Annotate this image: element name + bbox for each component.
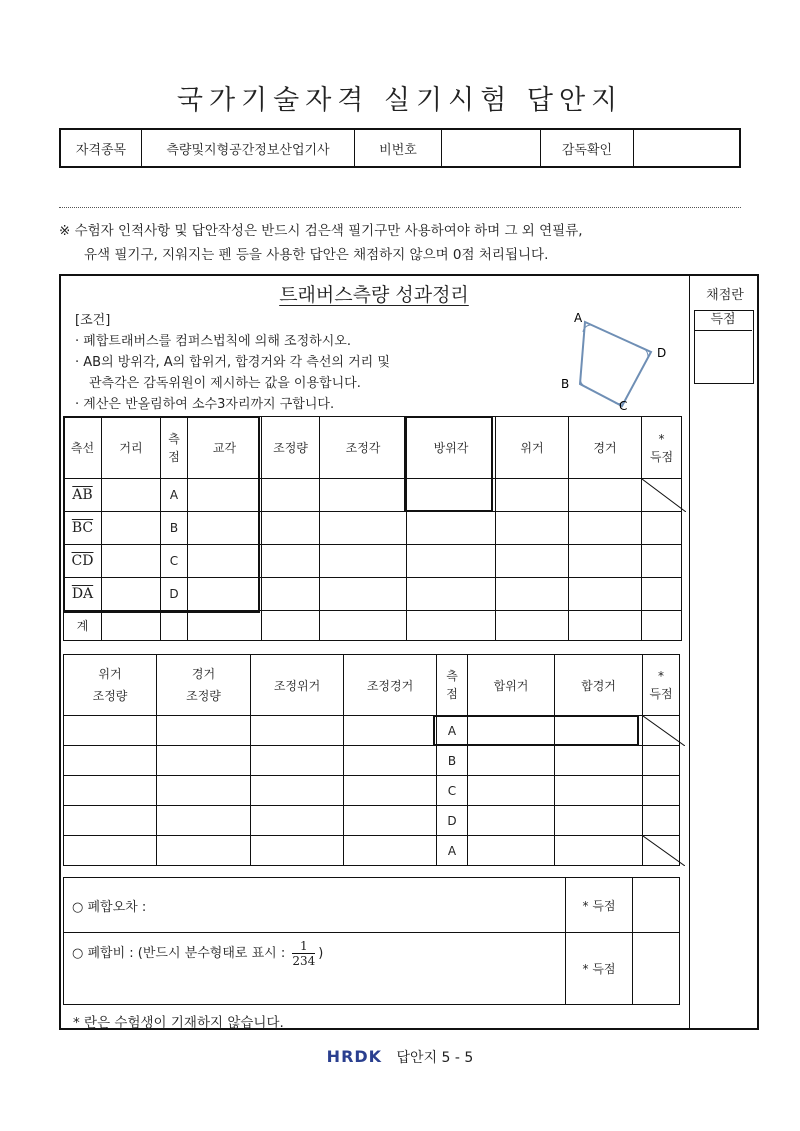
cell-input[interactable] xyxy=(555,776,643,806)
point-cell: D xyxy=(161,578,188,611)
col-header-departure-correction: 경거 조정량 xyxy=(157,655,251,716)
closure-error-label: ○ 폐합오차 : xyxy=(64,878,566,933)
cell-input[interactable] xyxy=(468,806,555,836)
point-label-c: C xyxy=(619,399,628,413)
traverse-angle-table xyxy=(63,416,682,641)
col-header-score: * 득점 xyxy=(643,655,680,716)
cell-input[interactable] xyxy=(555,836,643,866)
footnote: * 란은 수험생이 기재하지 않습니다. xyxy=(73,1015,284,1031)
score-cell xyxy=(643,836,680,866)
field-label: 자격종목 xyxy=(60,129,142,167)
point-cell: C xyxy=(437,776,468,806)
cell-input[interactable] xyxy=(64,836,157,866)
table-row xyxy=(64,512,682,545)
cell-input[interactable] xyxy=(157,806,251,836)
cell-input[interactable] xyxy=(344,836,437,866)
field-value: 측량및지형공간정보산업기사 xyxy=(142,129,355,167)
cell-input[interactable] xyxy=(251,776,344,806)
cell-input[interactable] xyxy=(157,746,251,776)
page-number: 답안지 5 - 5 xyxy=(396,1050,474,1066)
cell-input[interactable] xyxy=(468,746,555,776)
col-header-adjusted-departure: 조정경거 xyxy=(344,655,437,716)
cell-input[interactable] xyxy=(262,545,320,578)
cell-input[interactable] xyxy=(407,479,496,512)
cell-input[interactable] xyxy=(251,836,344,866)
score-cell xyxy=(643,746,680,776)
cell-input[interactable] xyxy=(188,578,262,611)
secret-number-label: 비번호 xyxy=(355,129,442,167)
grading-header: 채점란 xyxy=(706,288,744,303)
traverse-diagram xyxy=(555,308,685,416)
score-cell xyxy=(643,806,680,836)
col-header-total-latitude: 합위거 xyxy=(468,655,555,716)
cell-input[interactable] xyxy=(344,776,437,806)
cell-input[interactable] xyxy=(157,776,251,806)
cell-input[interactable] xyxy=(188,512,262,545)
cell-input[interactable] xyxy=(569,611,642,641)
score-input[interactable] xyxy=(633,878,680,933)
diagonal-slash xyxy=(643,716,685,746)
cell-input[interactable] xyxy=(468,776,555,806)
fraction-numerator: 1 xyxy=(292,939,315,954)
col-header-score: * 득점 xyxy=(642,417,682,479)
secret-number-field[interactable] xyxy=(442,129,541,167)
point-label-d: D xyxy=(657,346,667,360)
cell-input[interactable] xyxy=(251,806,344,836)
cell-input[interactable] xyxy=(320,578,407,611)
cell-input[interactable] xyxy=(569,512,642,545)
cell-input[interactable] xyxy=(157,836,251,866)
cell-input[interactable] xyxy=(344,716,437,746)
col-header-bearing: 방위각 xyxy=(407,417,496,479)
cell-input[interactable] xyxy=(569,479,642,512)
cell-input[interactable] xyxy=(102,545,161,578)
diagonal-slash xyxy=(642,479,686,512)
notice xyxy=(59,219,749,267)
traverse-polygon xyxy=(580,322,651,406)
page-footer xyxy=(0,1047,800,1067)
table-row xyxy=(64,545,682,578)
total-label: 계 xyxy=(64,611,102,641)
col-header-correction: 조정량 xyxy=(262,417,320,479)
point-cell: A xyxy=(437,716,468,746)
cell-input[interactable] xyxy=(64,716,157,746)
closure-ratio-score-label: * 득점 xyxy=(566,933,633,1005)
cell-input[interactable] xyxy=(157,716,251,746)
table-row xyxy=(64,806,680,836)
point-cell: B xyxy=(161,512,188,545)
candidate-info-table xyxy=(59,128,741,168)
cell-input[interactable] xyxy=(496,611,569,641)
score-cell xyxy=(642,578,682,611)
line-da: $\overline{DA}$ xyxy=(71,586,94,602)
score-input[interactable] xyxy=(633,933,680,1005)
point-cell: B xyxy=(437,746,468,776)
score-cell xyxy=(642,545,682,578)
table-row xyxy=(64,836,680,866)
col-header-point: 측 점 xyxy=(437,655,468,716)
conditions xyxy=(75,310,525,415)
closure-table xyxy=(63,877,680,1005)
grading-score-label: 득점 xyxy=(694,310,752,331)
cell-input[interactable] xyxy=(320,611,407,641)
cell-input[interactable] xyxy=(569,545,642,578)
col-header-latitude-correction: 위거 조정량 xyxy=(64,655,157,716)
diagonal-slash xyxy=(643,836,685,866)
cell-input[interactable] xyxy=(251,746,344,776)
supervisor-label: 감독확인 xyxy=(541,129,634,167)
cell-input[interactable] xyxy=(188,545,262,578)
score-cell xyxy=(643,716,680,746)
cell-input[interactable] xyxy=(262,578,320,611)
point-cell: A xyxy=(437,836,468,866)
table-row xyxy=(64,746,680,776)
cell-input[interactable] xyxy=(407,578,496,611)
supervisor-field[interactable] xyxy=(634,129,741,167)
cell-input[interactable] xyxy=(262,512,320,545)
table-row xyxy=(64,578,682,611)
fraction-example xyxy=(292,939,315,968)
cell-input[interactable] xyxy=(251,716,344,746)
score-cell xyxy=(642,611,682,641)
table-row xyxy=(64,776,680,806)
cell-input[interactable] xyxy=(555,716,643,746)
cell-input[interactable] xyxy=(102,479,161,512)
page-title: 국가기술자격 실기시험 답안지 xyxy=(176,85,624,116)
col-header-line: 측선 xyxy=(64,417,102,479)
cell-input[interactable] xyxy=(407,611,496,641)
closure-ratio-cell xyxy=(64,933,566,1005)
col-header-latitude: 위거 xyxy=(496,417,569,479)
conditions-header: [조건] xyxy=(75,313,111,328)
line-ab: $\overline{AB}$ xyxy=(72,487,93,503)
score-cell xyxy=(642,479,682,512)
point-cell: A xyxy=(161,479,188,512)
cell-input[interactable] xyxy=(188,479,262,512)
cell-input[interactable] xyxy=(320,512,407,545)
condition-item: · AB의 방위각, A의 합위거, 합경거와 각 측선의 거리 및 xyxy=(75,355,390,370)
cell-input[interactable] xyxy=(569,578,642,611)
col-header-adjusted-latitude: 조정위거 xyxy=(251,655,344,716)
point-cell xyxy=(161,611,188,641)
col-header-total-departure: 합경거 xyxy=(555,655,643,716)
cell-input[interactable] xyxy=(102,512,161,545)
grading-divider xyxy=(689,274,690,1030)
coordinate-table xyxy=(63,654,680,866)
cell-input[interactable] xyxy=(468,716,555,746)
cell-input[interactable] xyxy=(262,479,320,512)
point-label-b: B xyxy=(561,377,570,391)
cell-input[interactable] xyxy=(407,545,496,578)
cell-input[interactable] xyxy=(496,512,569,545)
hrdk-logo: HRDK xyxy=(326,1047,383,1066)
cell-input[interactable] xyxy=(102,611,161,641)
point-cell: C xyxy=(161,545,188,578)
table-row xyxy=(64,611,682,641)
fraction-denominator: 234 xyxy=(292,954,316,968)
col-header-adjusted-angle: 조정각 xyxy=(320,417,407,479)
score-cell xyxy=(643,776,680,806)
line-bc: $\overline{BC}$ xyxy=(71,520,94,536)
condition-item: · 계산은 반올림하여 소수3자리까지 구합니다. xyxy=(75,397,335,412)
cell-input[interactable] xyxy=(407,512,496,545)
col-header-departure: 경거 xyxy=(569,417,642,479)
cell-input[interactable] xyxy=(320,479,407,512)
col-header-interior-angle: 교각 xyxy=(188,417,262,479)
score-cell xyxy=(642,512,682,545)
closure-error-score-label: * 득점 xyxy=(566,878,633,933)
cell-input[interactable] xyxy=(344,806,437,836)
cell-input[interactable] xyxy=(188,611,262,641)
notice-line-1: ※ 수험자 인적사항 및 답안작성은 반드시 검은색 필기구만 사용하여야 하며 그 외 연필류, xyxy=(59,223,583,239)
condition-item: · 폐합트래버스를 컴퍼스법칙에 의해 조정하시오. xyxy=(75,334,351,349)
cell-input[interactable] xyxy=(555,806,643,836)
cell-input[interactable] xyxy=(344,746,437,776)
cell-input[interactable] xyxy=(262,611,320,641)
divider xyxy=(59,207,741,208)
cell-input[interactable] xyxy=(496,479,569,512)
notice-line-2: 유색 필기구, 지워지는 펜 등을 사용한 답안은 채점하지 않으며 0점 처리됩니다. xyxy=(84,247,549,263)
col-header-point: 측 점 xyxy=(161,417,188,479)
closure-ratio-label: ○ 폐합비 : (반드시 분수형태로 표시 : xyxy=(72,946,286,961)
cell-input[interactable] xyxy=(496,545,569,578)
cell-input[interactable] xyxy=(64,776,157,806)
point-cell: D xyxy=(437,806,468,836)
cell-input[interactable] xyxy=(555,746,643,776)
cell-input[interactable] xyxy=(468,836,555,866)
condition-item: 관측각은 감독위원이 제시하는 값을 이용합니다. xyxy=(89,376,361,391)
col-header-distance: 거리 xyxy=(102,417,161,479)
cell-input[interactable] xyxy=(64,746,157,776)
cell-input[interactable] xyxy=(496,578,569,611)
point-label-a: A xyxy=(574,311,583,325)
table-row xyxy=(64,479,682,512)
section-title: 트래버스측량 성과정리 xyxy=(279,284,469,306)
line-cd: $\overline{CD}$ xyxy=(71,553,94,569)
closure-ratio-close: ) xyxy=(318,946,324,961)
cell-input[interactable] xyxy=(64,806,157,836)
table-row xyxy=(64,716,680,746)
cell-input[interactable] xyxy=(320,545,407,578)
cell-input[interactable] xyxy=(102,578,161,611)
